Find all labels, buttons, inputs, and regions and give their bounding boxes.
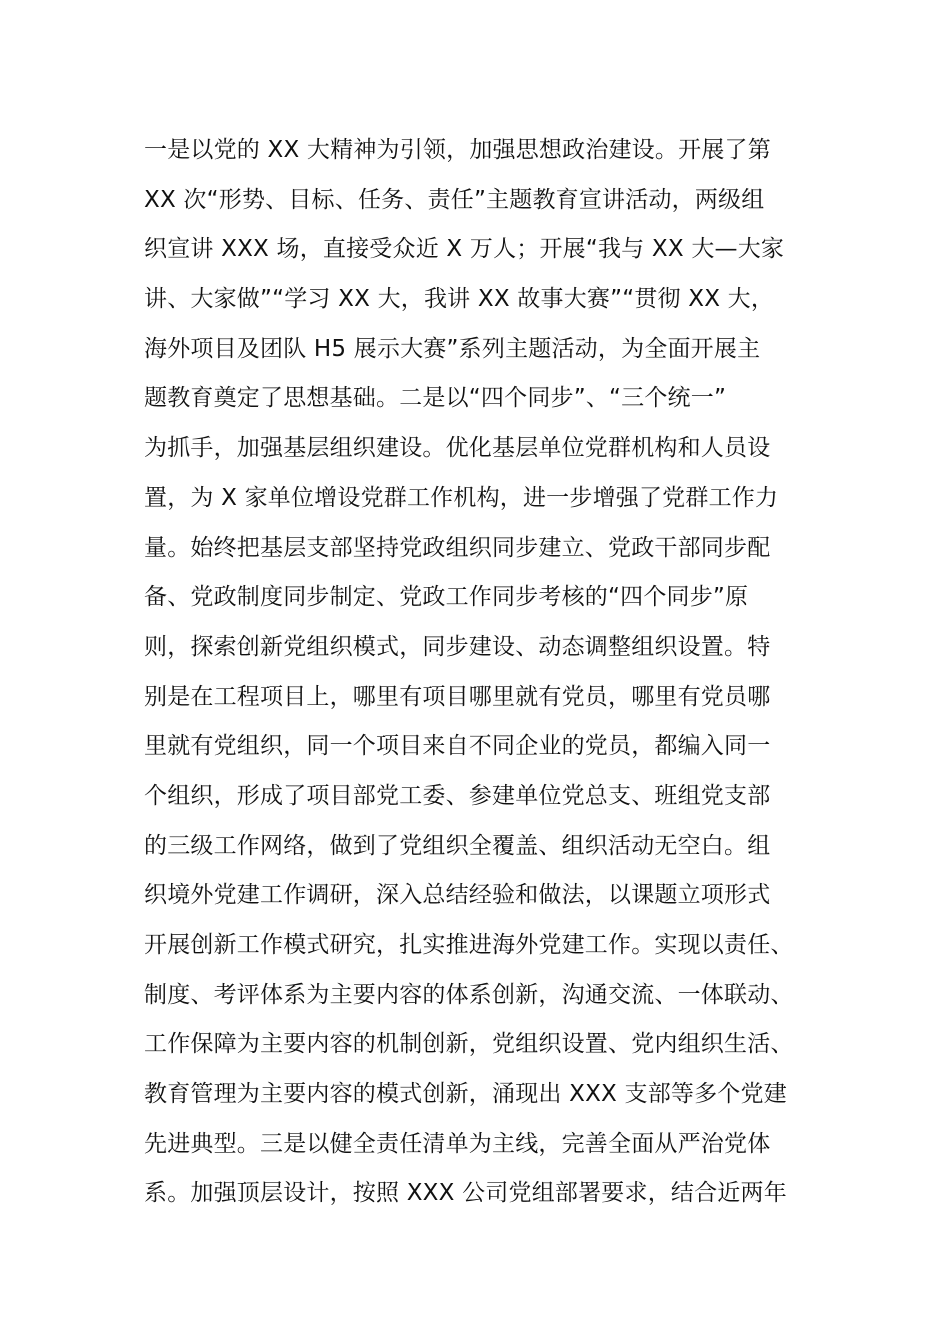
text-line: XX 次“形势、目标、任务、责任”主题教育宣讲活动，两级组 (144, 186, 765, 213)
text-line: 题教育奠定了思想基础。二是以“四个同步”、“三个统一” (144, 385, 727, 412)
text-line: 个组织，形成了项目部党工委、参建单位党总支、班组党支部 (144, 782, 771, 809)
body-paragraph (144, 126, 824, 1219)
text-line: 一是以党的 XX 大精神为引领，加强思想政治建设。开展了第 (144, 137, 771, 163)
text-line: 别是在工程项目上，哪里有项目哪里就有党员，哪里有党员哪 (144, 683, 771, 710)
text-line: 先进典型。三是以健全责任清单为主线，完善全面从严治党体 (144, 1130, 771, 1157)
text-line: 系。加强顶层设计，按照 XXX 公司党组部署要求，结合近两年 (144, 1180, 787, 1207)
text-line: 备、党政制度同步制定、党政工作同步考核的“四个同步”原 (144, 584, 749, 611)
text-line: 海外项目及团队 H5 展示大赛”系列主题活动，为全面开展主 (144, 335, 761, 362)
text-line: 的三级工作网络，做到了党组织全覆盖、组织活动无空白。组 (144, 832, 771, 859)
text-line: 织境外党建工作调研，深入总结经验和做法，以课题立项形式 (144, 882, 771, 909)
text-line: 织宣讲 XXX 场，直接受众近 X 万人；开展“我与 XX 大—大家 (144, 236, 785, 263)
text-line: 则，探索创新党组织模式，同步建设、动态调整组织设置。特 (144, 633, 771, 660)
text-line: 置，为 X 家单位增设党群工作机构，进一步增强了党群工作力 (144, 484, 779, 511)
text-line: 制度、考评体系为主要内容的体系创新，沟通交流、一体联动、 (144, 981, 794, 1008)
text-line: 讲、大家做”“学习 XX 大，我讲 XX 故事大赛”“贯彻 XX 大， (144, 286, 775, 313)
text-line: 为抓手，加强基层组织建设。优化基层单位党群机构和人员设 (144, 435, 771, 462)
text-line: 工作保障为主要内容的机制创新，党组织设置、党内组织生活、 (144, 1031, 794, 1058)
text-line: 开展创新工作模式研究，扎实推进海外党建工作。实现以责任、 (144, 932, 794, 958)
text-line: 教育管理为主要内容的模式创新，涌现出 XXX 支部等多个党建 (144, 1081, 787, 1108)
text-line: 量。始终把基层支部坚持党政组织同步建立、党政干部同步配 (144, 534, 771, 561)
text-line: 里就有党组织，同一个项目来自不同企业的党员，都编入同一 (144, 733, 771, 760)
